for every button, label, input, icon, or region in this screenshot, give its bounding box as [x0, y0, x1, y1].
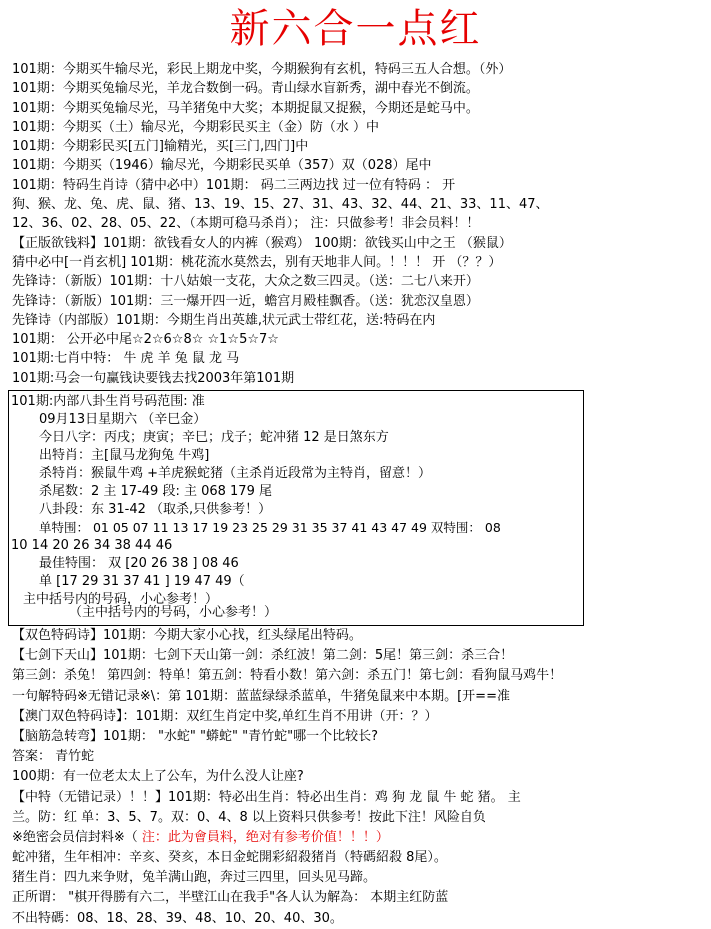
box-line: 单 [17 29 31 37 41 ] 19 47 49（: [39, 574, 245, 589]
box-line: 10 14 20 26 34 38 44 46: [11, 538, 173, 553]
text-line: 先锋诗（内部版）101期：今期生肖出英雄,状元武士带红花，送:特码在内: [12, 312, 436, 328]
box-line: 八卦段：东 31-42 （取杀,只供参考！）: [39, 502, 272, 517]
text-line: 【七剑下天山】101期：七剑下天山第一剑：杀红波！第二剑：5尾！第三剑：杀三合！: [12, 648, 514, 664]
text-line: 101期：特码生肖诗（猜中必中）101期： 码二三两边找 过一位有特码 ： 开: [12, 177, 456, 193]
member-note-warning: 注：此为會員料，绝对有参考价值！！！）: [137, 829, 389, 845]
text-line: 【正版欲钱料】101期：欲钱看女人的内裤（猴鸡） 100期：欲钱买山中之王 （猴鼠）: [12, 235, 512, 251]
box-line: 杀尾数：2 主 17-49 段: 主 068 179 尾: [39, 484, 272, 499]
text-line: 101期：今期彩民买[五门]输精光，买[三门,四门]中: [12, 139, 309, 155]
text-line: 101期：今期买牛输尽光，彩民上期龙中奖，今期猴狗有玄机，特码三五人合想。（外）: [12, 62, 512, 77]
text-line: 【中特（无错记录）！！】101期：特必出生肖：特必出生肖：鸡 狗 龙 鼠 牛 蛇 猪。 主: [12, 789, 521, 805]
text-line: 【澳门双色特码诗】：101期：双红生肖定中奖,单红生肖不用讲（开：？）: [12, 708, 438, 724]
box-line: 单特围： 01 05 07 11 13 17 19 23 25 29 31 35 37 41 43 47 49 双特围： 08: [39, 520, 501, 535]
bottom-text-block: [12, 626, 707, 929]
page-title: 新六合一点红: [229, 6, 482, 52]
text-line: 兰。防：红 单：3、5、7。双：0、4、8 以上资料只供参考！按此下注！风险自负: [12, 809, 486, 825]
text-line: 101期： 公开必中尾☆2☆6☆8☆ ☆1☆5☆7☆: [12, 332, 279, 348]
text-line: 先锋诗：（新版）101期：三一爆开四一近，蟾宫月殿桂飘香。（送：犹恋汉皇恩）: [12, 293, 479, 309]
text-line: 先锋诗：（新版）101期：十八姑娘一支花，大众之数三四灵。（送：二七八来开）: [12, 274, 479, 290]
box-line: 出特肖：主[鼠马龙狗兔 牛鸡]: [39, 448, 210, 463]
text-line: 【双色特码诗】101期：今期大家小心找，红头绿尾出特码。: [12, 628, 362, 643]
member-note-prefix: ※绝密会员信封料※（: [12, 829, 138, 845]
box-line: 09月13日星期六 （辛巳金）: [39, 412, 207, 427]
text-line: 100期：有一位老太太上了公车，为什么没人让座?: [12, 769, 304, 785]
box-line: （主中括号内的号码，小心参考！）: [69, 605, 278, 620]
text-line: 101期：今期买兔输尽光，羊龙合数倒一码。青山绿水盲新秀，湖中春光不倒流。: [12, 81, 479, 97]
text-line: 答案： 青竹蛇: [12, 749, 95, 765]
box-line: 今日八字：丙戌；庚寅；辛巳；戊子；蛇冲猪 12 是日煞东方: [39, 430, 389, 445]
text-line: 正所谓： "棋开得勝有六二，半壁江山在我手"各人认为解為： 本期主红防蓝: [12, 890, 449, 906]
text-line: 猜中必中[一肖玄机] 101期：桃花流水莫然去，别有天地非人间。！！！ 开 （？？）: [12, 254, 502, 270]
box-line: 主中括号内的号码，小心参考！）: [23, 592, 219, 607]
box-line: 杀特肖：猴鼠牛鸡 +羊虎猴蛇猪（主杀肖近段常为主特肖，留意！）: [39, 466, 432, 481]
text-line: 【脑筋急转弯】101期： "水蛇" "蟒蛇" "青竹蛇"哪一个比较长?: [12, 728, 378, 744]
text-line: 101期：今期买（土）输尽光，今期彩民买主（金）防（水 ）中: [12, 119, 379, 135]
text-line: 猪生肖：四九来争财，兔羊满山跑，奔过三四里，回头见马蹄。: [12, 870, 377, 886]
member-note-line: [12, 828, 707, 848]
text-line: 一句解特码※无错记录※\：第 101期：蓝蓝绿绿杀蓝单，牛猪兔鼠来中本期。[开==准: [12, 688, 510, 704]
text-line: 狗、猴、龙、兔、虎、鼠、猪、13、19、15、27、31、43、32、44、21、33、11、47、: [12, 197, 549, 213]
box-line: 最佳特围： 双 [20 26 38 ] 08 46: [39, 556, 239, 571]
bagua-info-box: [8, 390, 584, 626]
text-line: 第三剑：杀兔！ 第四剑：特单！第五剑：特看小数！第六剑：杀五门！第七剑：看狗鼠马鸡牛！: [12, 668, 563, 684]
text-line: 蛇冲猪，生年相冲：辛亥、癸亥，本日金蛇開彩紹殺猪肖（特碼紹殺 8尾）。: [12, 850, 447, 866]
text-line: 101期:七肖中特： 牛 虎 羊 兔 鼠 龙 马: [12, 351, 240, 367]
text-line: 12、36、02、28、05、22、（本期可稳马杀肖）； 注：只做参考！非会员料！！: [12, 216, 480, 232]
top-text-block: [12, 60, 707, 388]
text-line: 101期：今期买（1946）输尽光，今期彩民买单（357）双（028）尾中: [12, 158, 432, 174]
text-line: 101期：今期买兔输尽光，马羊猪兔中大奖；本期捉鼠又捉猴，今期还是蛇马中。: [12, 100, 479, 116]
text-line: 101期:马会一句赢钱诀要钱去找2003年第101期: [12, 370, 295, 386]
box-line: 101期:内部八卦生肖号码范围: 准: [11, 394, 205, 409]
text-line: 不出特碼：08、18、28、39、48、10、20、40、30。: [12, 910, 343, 926]
